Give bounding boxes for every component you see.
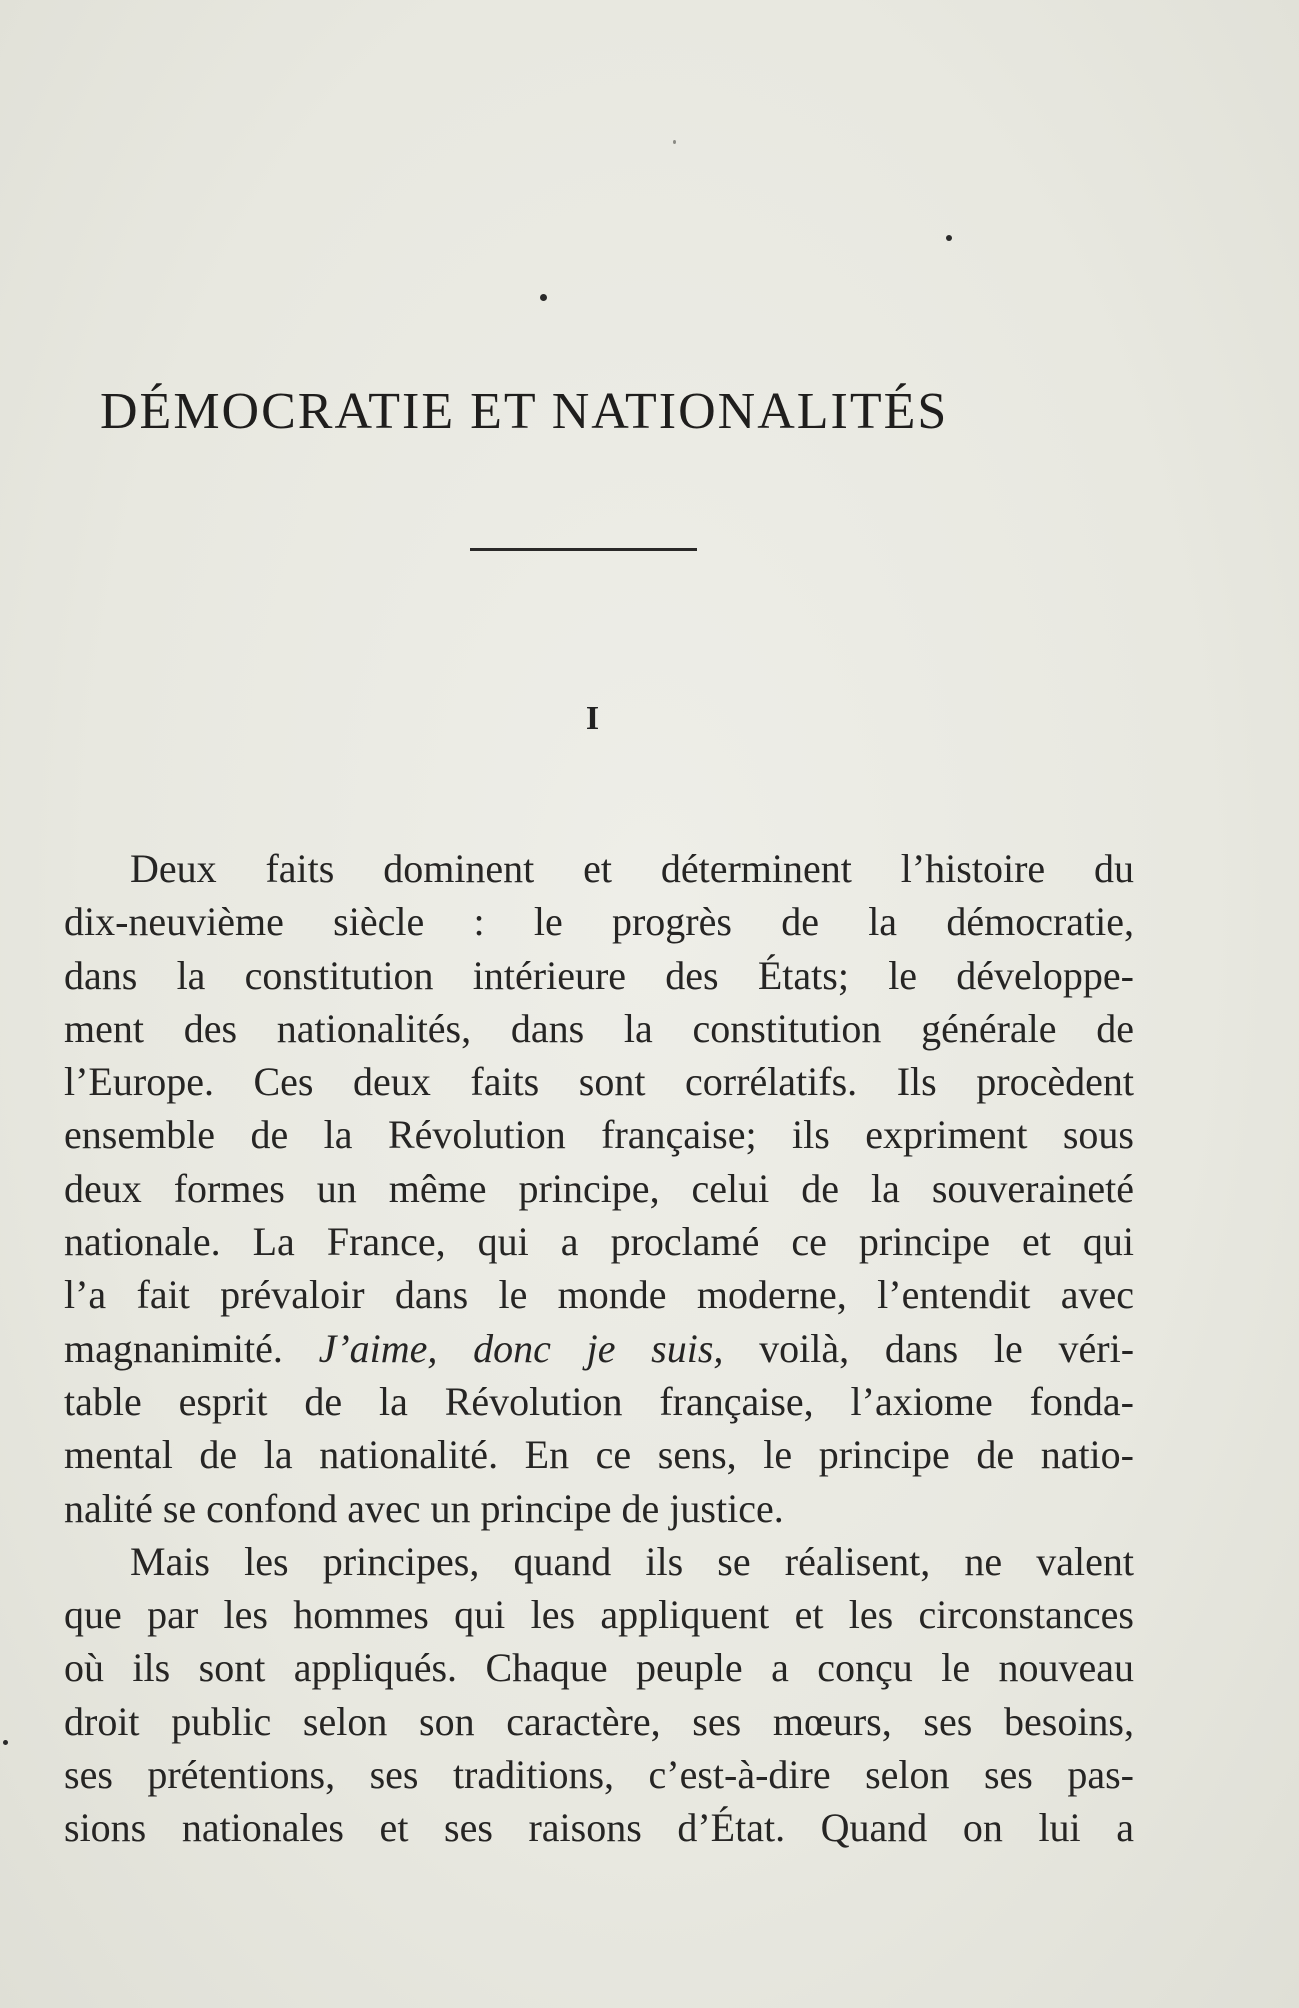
text-line: ensemble de la Révolution française; ils expriment sous bbox=[64, 1112, 1134, 1158]
text-line: l’a fait prévaloir dans le monde moderne, l’entendit avec bbox=[64, 1272, 1134, 1318]
text-line: que par les hommes qui les appliquent et les circonstances bbox=[64, 1592, 1134, 1638]
text-line: Deux faits dominent et déterminent l’histoire du bbox=[130, 846, 1134, 891]
text-line: droit public selon son caractère, ses mœurs, ses besoins, bbox=[64, 1698, 1134, 1744]
text-line: ment des nationalités, dans la constitution générale de bbox=[64, 1005, 1134, 1051]
text-line: deux formes un même principe, celui de la souveraineté bbox=[64, 1165, 1134, 1211]
text-line: ses prétentions, ses traditions, c’est-à-dire selon ses pas- bbox=[64, 1752, 1134, 1798]
ink-speck bbox=[673, 140, 676, 144]
text-line: table esprit de la Révolution française, l’axiome fonda- bbox=[64, 1378, 1134, 1424]
text-line-with-italic bbox=[64, 1322, 1134, 1375]
body-text bbox=[64, 842, 1134, 1855]
text-segment: voilà, dans le véri- bbox=[759, 1325, 1135, 1371]
ink-speck bbox=[946, 235, 952, 241]
text-line: l’Europe. Ces deux faits sont corrélatifs. Ils procèdent bbox=[64, 1059, 1134, 1105]
text-line: où ils sont appliqués. Chaque peuple a conçu le nouveau bbox=[64, 1645, 1134, 1691]
text-line: dans la constitution intérieure des États; le développe- bbox=[64, 952, 1134, 998]
chapter-title: DÉMOCRATIE ET NATIONALITÉS bbox=[100, 383, 949, 440]
text-segment: magnanimité. bbox=[64, 1325, 283, 1371]
text-line: mental de la nationalité. En ce sens, le principe de natio- bbox=[64, 1432, 1134, 1478]
text-line: dix-neuvième siècle : le progrès de la démocratie, bbox=[64, 899, 1134, 945]
text-line: Mais les principes, quand ils se réalisent, ne valent bbox=[130, 1538, 1134, 1584]
text-line: nationale. La France, qui a proclamé ce principe et qui bbox=[64, 1219, 1134, 1265]
ink-speck bbox=[3, 1740, 8, 1745]
ink-speck bbox=[540, 294, 547, 301]
italic-quote: J’aime, donc je suis, bbox=[318, 1325, 724, 1371]
text-line: nalité se confond avec un principe de justice. bbox=[64, 1485, 784, 1531]
section-number: I bbox=[585, 700, 600, 737]
title-rule bbox=[470, 548, 697, 551]
text-line: sions nationales et ses raisons d’État. Quand on lui a bbox=[64, 1805, 1134, 1851]
